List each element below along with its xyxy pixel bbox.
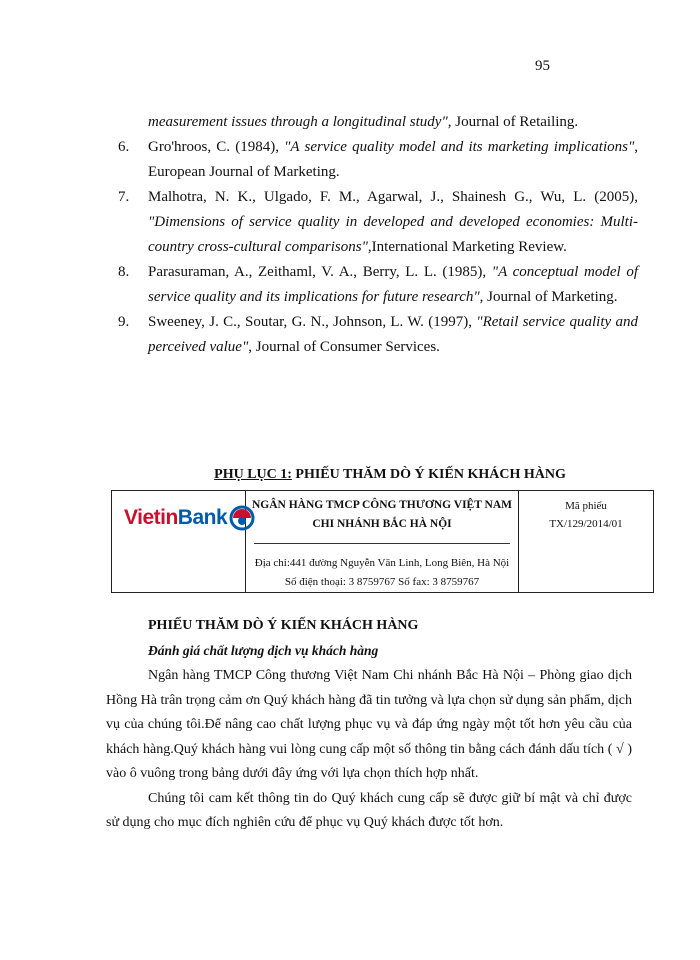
reference-journal: , Journal of Marketing. bbox=[479, 289, 618, 305]
reference-number: 9. bbox=[118, 314, 130, 330]
bank-name-line2: CHI NHÁNH BẮC HÀ NỘI bbox=[312, 518, 452, 530]
reference-authors: Gro'hroos, C. (1984), bbox=[148, 139, 285, 155]
intro-paragraph: Ngân hàng TMCP Công thương Việt Nam Chi nhánh Bắc Hà Nội – Phòng giao dịch Hồng Hà trân trọng cảm ơn Quý khách hàng đã tin tưởng và lựa chọn sử dụng sản phẩm, dịch vụ của chúng tôi.Để nâng cao chất lượng phục vụ và đáp ứng ngày một tốt hơn yêu cầu của khách hàng.Quý khách hàng vui lòng cung cấp một số thông tin bằng cách đánh dấu tích ( √ ) vào ô vuông trong bảng dưới đây ứng với lựa chọn thích hợp nhất. bbox=[106, 668, 632, 781]
reference-number: 6. bbox=[118, 139, 130, 155]
bank-phone-fax: Số điện thoại: 3 8759767 Số fax: 3 8759767 bbox=[284, 576, 480, 588]
appendix-title: PHIẾU THĂM DÒ Ý KIẾN KHÁCH HÀNG bbox=[291, 467, 566, 482]
reference-journal: , Journal of Consumer Services. bbox=[248, 339, 440, 355]
reference-number: 8. bbox=[118, 264, 130, 280]
reference-list bbox=[118, 110, 638, 360]
reference-number: 7. bbox=[118, 189, 130, 205]
reference-title: "Dimensions of service quality in developed and developed economies: Multi-country cross-cultural comparisons" bbox=[148, 214, 638, 255]
survey-title: PHIẾU THĂM DÒ Ý KIẾN KHÁCH HÀNG bbox=[148, 618, 419, 633]
bank-name bbox=[246, 496, 518, 534]
logo-text-bank: Bank bbox=[177, 506, 228, 529]
reference-item bbox=[118, 135, 638, 185]
reference-journal: ,International Marketing Review. bbox=[367, 239, 567, 255]
vietinbank-logo bbox=[124, 505, 255, 531]
reference-authors: Parasuraman, A., Zeithaml, V. A., Berry, L. L. (1985), bbox=[148, 264, 492, 280]
reference-continuation bbox=[118, 110, 638, 135]
reference-item bbox=[118, 310, 638, 360]
reference-authors: Malhotra, N. K., Ulgado, F. M., Agarwal, J., Shainesh G., Wu, L. (2005), bbox=[148, 189, 638, 205]
form-header-table bbox=[111, 490, 654, 593]
appendix-heading bbox=[0, 467, 700, 483]
form-code-value: TX/129/2014/01 bbox=[549, 518, 623, 530]
bank-info-cell bbox=[246, 491, 519, 593]
appendix-label: PHỤ LỤC 1: bbox=[214, 467, 292, 482]
bank-name-line1: NGÂN HÀNG TMCP CÔNG THƯƠNG VIỆT NAM bbox=[251, 499, 513, 511]
reference-item bbox=[118, 185, 638, 260]
page-number: 95 bbox=[535, 58, 550, 74]
bank-address: Địa chỉ:441 đường Nguyễn Văn Linh, Long Biên, Hà Nội bbox=[254, 557, 510, 569]
reference-title: "A service quality model and its marketing implications" bbox=[284, 139, 635, 155]
reference-item bbox=[118, 260, 638, 310]
logo-cell bbox=[112, 491, 246, 593]
form-code-label: Mã phiếu bbox=[565, 500, 607, 512]
reference-journal: , European Journal of Marketing. bbox=[148, 139, 638, 180]
bank-contact bbox=[246, 554, 518, 592]
reference-title: "Retail service quality and perceived value" bbox=[148, 314, 638, 355]
form-code bbox=[519, 497, 653, 533]
survey-subtitle: Đánh giá chất lượng dịch vụ khách hàng bbox=[148, 642, 379, 658]
reference-authors: Sweeney, J. C., Soutar, G. N., Johnson, L. W. (1997), bbox=[148, 314, 477, 330]
confidentiality-paragraph: Chúng tôi cam kết thông tin do Quý khách cung cấp sẽ được giữ bí mật và chỉ được sử dụng cho mục đích nghiên cứu để phục vụ Quý khách được tốt hơn. bbox=[106, 790, 632, 830]
form-code-cell bbox=[519, 491, 654, 593]
reference-title: "A conceptual model of service quality and its implications for future research" bbox=[148, 264, 639, 305]
logo-text-vietin: Vietin bbox=[124, 506, 178, 529]
reference-title: measurement issues through a longitudinal study" bbox=[148, 114, 448, 130]
reference-journal: , Journal of Retailing. bbox=[447, 114, 579, 130]
survey-intro bbox=[106, 614, 632, 836]
divider bbox=[254, 543, 510, 544]
